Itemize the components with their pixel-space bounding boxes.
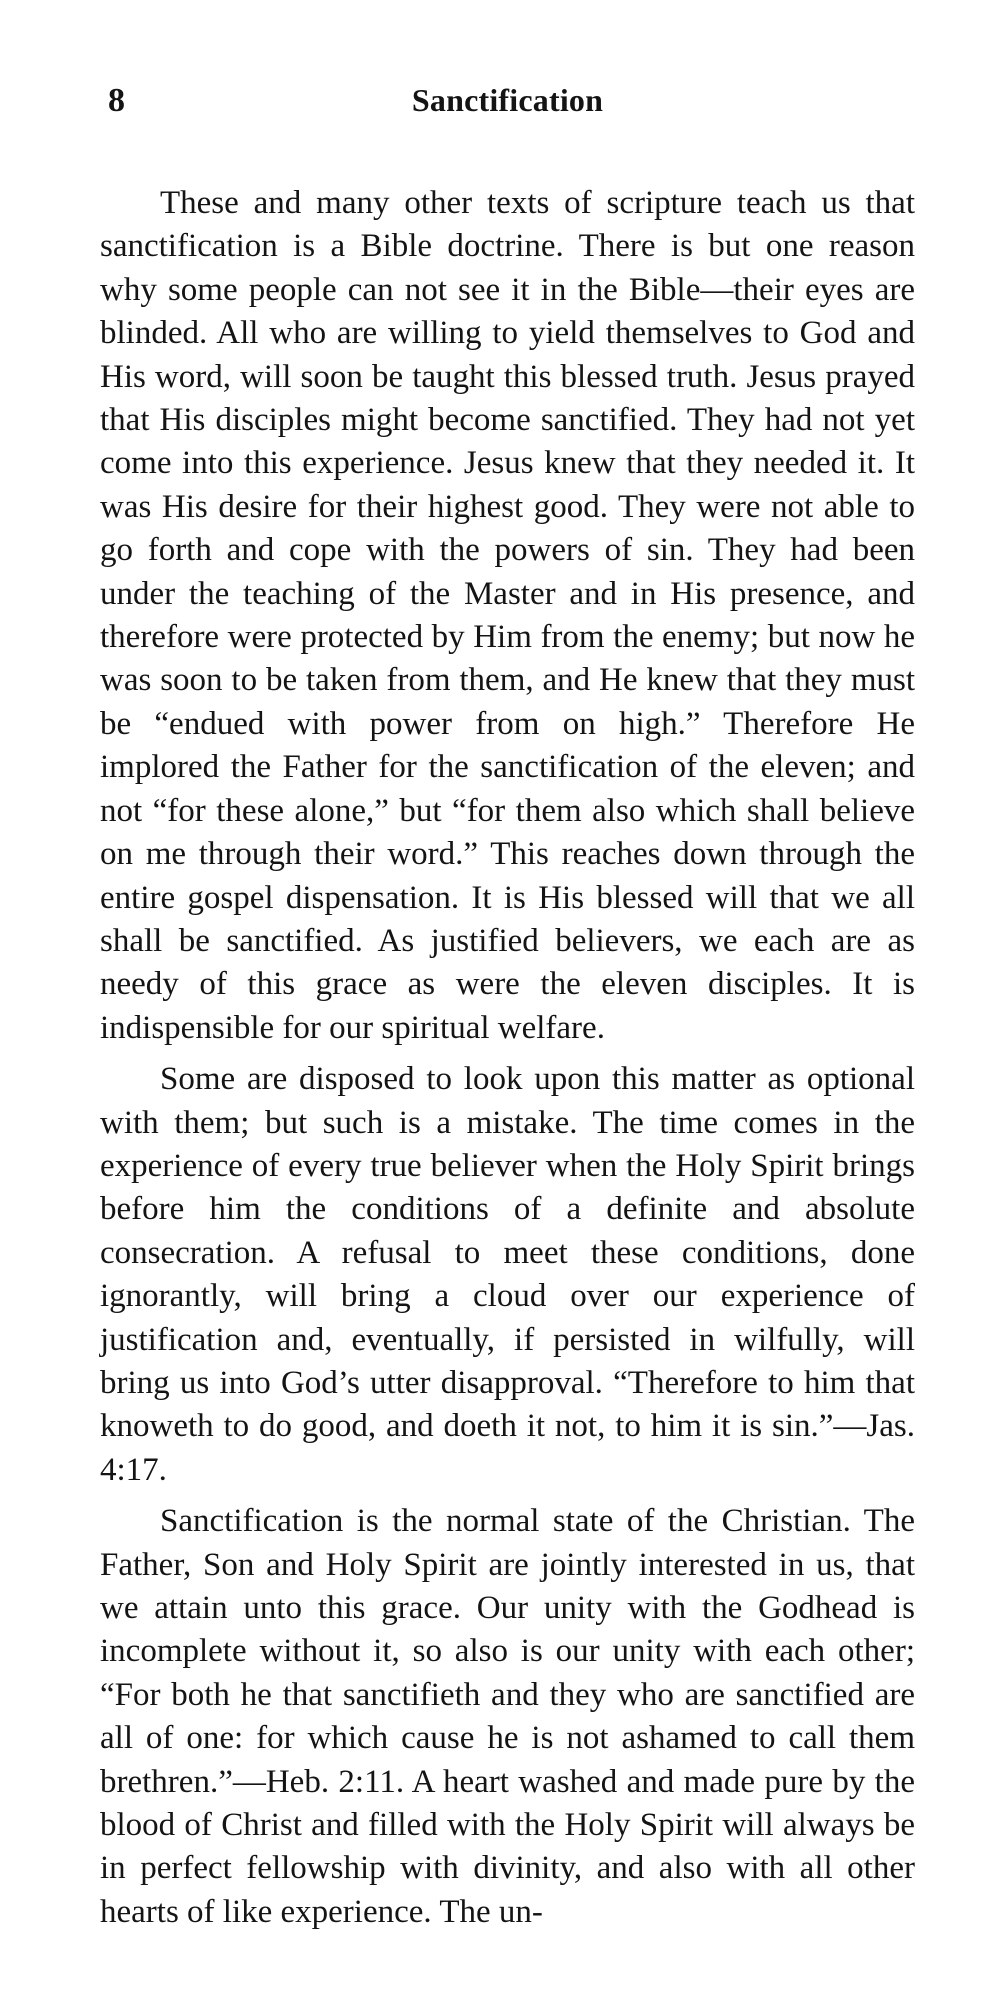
page-header [100, 82, 915, 132]
page-number: 8 [108, 82, 125, 119]
paragraph: Some are disposed to look upon this matter as optional with them; but such is a mistake. The time comes in the experience of every true believer when the Holy Spirit brings before him the conditions of a definite and absolute consecration. A refusal to meet these conditions, done ignorantly, will bring a cloud over our experience of justification and, eventually, if persisted in wilfully, will bring us into God’s utter disapproval. “Therefore to him that knoweth to do good, and doeth it not, to him it is sin.”—Jas. 4:17. [100, 1061, 915, 1488]
running-head: Sanctification [411, 82, 604, 118]
paragraph: These and many other texts of scripture teach us that sanctification is a Bible doctrine. There is but one reason why some people can not see it in the Bible—their eyes are blinded. All who are willing to yield themselves to God and His word, will soon be taught this blessed truth. Jesus prayed that His disciples might become sanctified. They had not yet come into this experience. Jesus knew that they needed it. It was His desire for their highest good. They were not able to go forth and cope with the powers of sin. They had been under the teaching of the Master and in His presence, and therefore were protected by Him from the enemy; but now he was soon to be taken from them, and He knew that they must be “endued with power from on high.” Therefore He implored the Father for the sanctification of the eleven; and not “for these alone,” but “for them also which shall believe on me through their word.” This reaches down through the entire gospel dispensation. It is His blessed will that we all shall be sanctified. As justified believers, we each are as needy of this grace as were the eleven disciples. It is indispensible for our spiritual welfare. [100, 185, 915, 1046]
paragraph: Sanctification is the normal state of the Christian. The Father, Son and Holy Spirit are jointly interested in us, that we attain unto this grace. Our unity with the Godhead is incomplete without it, so also is our unity with each other; “For both he that sanctifieth and they who are sanctified are all of one: for which cause he is not ashamed to call them brethren.”—Heb. 2:11. A heart washed and made pure by the blood of Christ and filled with the Holy Spirit will always be in perfect fellowship with divinity, and also with all other hearts of like experience. The un- [100, 1503, 915, 1930]
body-text [100, 182, 915, 1942]
